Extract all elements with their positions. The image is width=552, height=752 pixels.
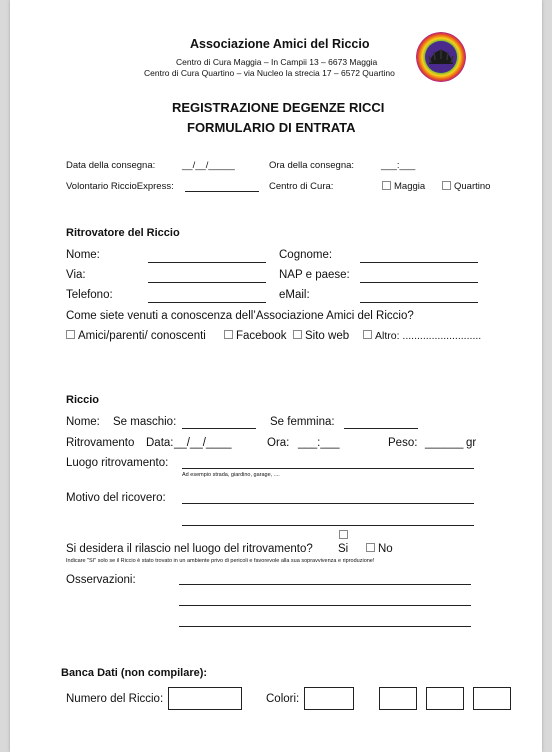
finder-name-field[interactable] bbox=[148, 262, 266, 263]
notes-field-3[interactable] bbox=[179, 626, 471, 627]
notes-label: Osservazioni: bbox=[66, 574, 136, 586]
notes-field-1[interactable] bbox=[179, 584, 471, 585]
finder-email-label: eMail: bbox=[279, 289, 310, 301]
volunteer-field[interactable] bbox=[185, 191, 259, 192]
finding-date-label: Data: bbox=[146, 437, 174, 449]
color-box-1[interactable] bbox=[304, 687, 354, 710]
finder-phone-field[interactable] bbox=[148, 302, 266, 303]
weight-label: Peso: bbox=[388, 437, 418, 449]
finder-phone-label: Telefono: bbox=[66, 289, 113, 301]
reason-field-1[interactable] bbox=[182, 503, 474, 504]
finder-zip-field[interactable] bbox=[360, 282, 478, 283]
finder-section-title: Ritrovatore del Riccio bbox=[66, 227, 180, 239]
form-title: REGISTRAZIONE DEGENZE RICCI bbox=[172, 100, 385, 115]
male-label: Se maschio: bbox=[113, 416, 177, 428]
center-option-maggia-label: Maggia bbox=[394, 181, 426, 192]
finder-street-label: Via: bbox=[66, 269, 86, 281]
weight-unit: gr bbox=[466, 437, 477, 449]
referral-option-other[interactable] bbox=[363, 330, 481, 342]
referral-option-friends-label: Amici/parenti/ conoscenti bbox=[78, 330, 206, 342]
referral-option-website[interactable] bbox=[293, 330, 349, 342]
color-box-4[interactable] bbox=[473, 687, 511, 710]
referral-option-website-label: Sito web bbox=[305, 330, 350, 342]
address-maggia: Centro di Cura Maggia – In Campii 13 – 6673 Maggia bbox=[176, 57, 378, 67]
checkbox-release-no[interactable] bbox=[366, 543, 375, 552]
referral-question: Come siete venuti a conoscenza dell’Associazione Amici del Riccio? bbox=[66, 310, 414, 322]
finder-surname-label: Cognome: bbox=[279, 249, 333, 261]
center-option-maggia[interactable] bbox=[382, 181, 425, 192]
form-sheet bbox=[10, 0, 542, 752]
reason-field-2[interactable] bbox=[182, 525, 474, 526]
release-note: Indicare "SI" solo se il Riccio è stato trovato in un ambiente privo di pericoli e favorevole alla sua sopravvivenza e riproduzione! bbox=[66, 558, 375, 564]
male-name-field[interactable] bbox=[182, 428, 256, 429]
finder-street-field[interactable] bbox=[148, 282, 266, 283]
release-no-option[interactable] bbox=[366, 543, 393, 555]
finder-surname-field[interactable] bbox=[360, 262, 478, 263]
delivery-time-label: Ora della consegna: bbox=[269, 160, 355, 171]
place-label: Luogo ritrovamento: bbox=[66, 457, 169, 469]
finding-label: Ritrovamento bbox=[66, 437, 135, 449]
referral-option-other-label: Altro: ........................... bbox=[375, 330, 482, 342]
checkbox-quartino[interactable] bbox=[442, 181, 451, 190]
release-question: Si desidera il rilascio nel luogo del ritrovamento? bbox=[66, 543, 313, 555]
notes-field-2[interactable] bbox=[179, 605, 471, 606]
address-quartino: Centro di Cura Quartino – via Nucleo la strecia 17 – 6572 Quartino bbox=[144, 68, 395, 78]
female-label: Se femmina: bbox=[270, 416, 335, 428]
finding-date-field[interactable]: __/__/____ bbox=[174, 437, 232, 449]
hedgehog-number-label: Numero del Riccio: bbox=[66, 693, 164, 705]
center-option-quartino[interactable] bbox=[442, 181, 490, 192]
place-hint: Ad esempio strada, giardino, garage, .... bbox=[182, 472, 280, 478]
referral-option-facebook[interactable] bbox=[224, 330, 287, 342]
hedgehog-rainbow-logo-icon bbox=[416, 32, 466, 82]
reason-label: Motivo del ricovero: bbox=[66, 492, 166, 504]
finder-email-field[interactable] bbox=[360, 302, 478, 303]
release-no-label: No bbox=[378, 543, 393, 555]
finding-time-label: Ora: bbox=[267, 437, 290, 449]
release-yes-label: Si bbox=[338, 543, 349, 555]
finder-zip-label: NAP e paese: bbox=[279, 269, 350, 281]
center-option-quartino-label: Quartino bbox=[454, 181, 491, 192]
release-extra-checkbox[interactable] bbox=[339, 530, 348, 539]
referral-option-facebook-label: Facebook bbox=[236, 330, 287, 342]
form-subtitle: FORMULARIO DI ENTRATA bbox=[187, 120, 356, 135]
referral-option-friends[interactable] bbox=[66, 330, 206, 342]
checkbox-friends[interactable] bbox=[66, 330, 75, 339]
checkbox-facebook[interactable] bbox=[224, 330, 233, 339]
org-name: Associazione Amici del Riccio bbox=[190, 37, 370, 51]
hedgehog-number-box[interactable] bbox=[168, 687, 242, 710]
checkbox-maggia[interactable] bbox=[382, 181, 391, 190]
hedgehog-section-title: Riccio bbox=[66, 394, 100, 406]
female-name-field[interactable] bbox=[344, 428, 418, 429]
checkbox-website[interactable] bbox=[293, 330, 302, 339]
hedgehog-name-label: Nome: bbox=[66, 416, 100, 428]
delivery-date-label: Data della consegna: bbox=[66, 160, 156, 171]
delivery-time-field[interactable]: ___:___ bbox=[381, 160, 416, 171]
finding-time-field[interactable]: ___:___ bbox=[298, 437, 340, 449]
database-section-title: Banca Dati (non compilare): bbox=[61, 667, 208, 679]
place-field[interactable] bbox=[182, 468, 474, 469]
color-box-3[interactable] bbox=[426, 687, 464, 710]
finder-name-label: Nome: bbox=[66, 249, 100, 261]
color-box-2[interactable] bbox=[379, 687, 417, 710]
care-center-label: Centro di Cura: bbox=[269, 181, 334, 192]
colors-label: Colori: bbox=[266, 693, 300, 705]
volunteer-label: Volontario RiccioExpress: bbox=[66, 181, 174, 192]
checkbox-other[interactable] bbox=[363, 330, 372, 339]
delivery-date-field[interactable]: __/__/_____ bbox=[182, 160, 235, 171]
weight-field[interactable]: ______ bbox=[425, 437, 464, 449]
